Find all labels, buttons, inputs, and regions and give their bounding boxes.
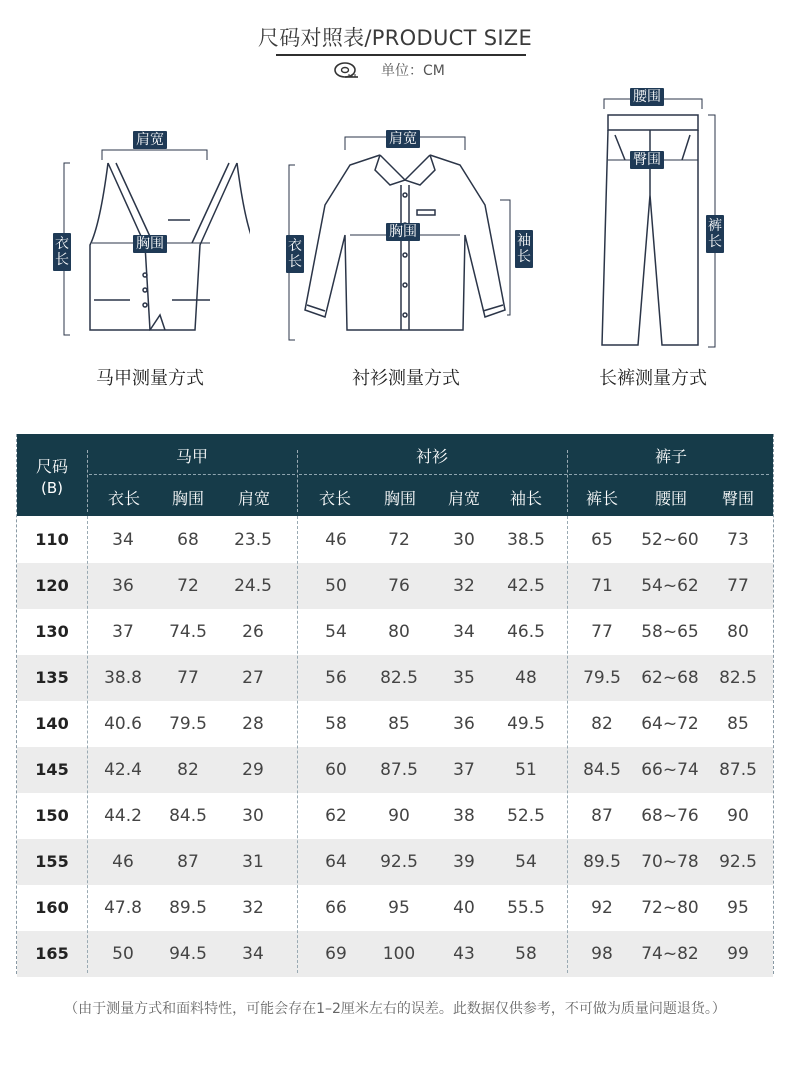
group-shirt: 衬衫	[415, 447, 448, 466]
value-cell: 77	[727, 576, 749, 596]
table-header	[17, 434, 773, 516]
size-cell: 120	[35, 576, 69, 595]
value-cell: 87.5	[380, 760, 418, 780]
value-cell: 32	[453, 576, 475, 596]
value-cell: 26	[242, 622, 264, 642]
value-cell: 62	[325, 806, 347, 826]
value-cell: 32	[242, 898, 264, 918]
value-cell: 84.5	[583, 760, 621, 780]
size-cell: 150	[35, 806, 69, 825]
vest-shoulder-label: 肩宽	[133, 131, 167, 149]
value-cell: 49.5	[507, 714, 545, 734]
group-pants: 裤子	[654, 447, 687, 466]
value-cell: 50	[112, 944, 134, 964]
value-cell: 74~82	[641, 944, 699, 964]
value-cell: 76	[388, 576, 410, 596]
value-cell: 38	[453, 806, 475, 826]
value-cell: 54	[515, 852, 537, 872]
value-cell: 24.5	[234, 576, 272, 596]
col-shirt-shoulder: 肩宽	[447, 489, 480, 508]
value-cell: 54	[325, 622, 347, 642]
value-cell: 38.8	[104, 668, 142, 688]
value-cell: 77	[177, 668, 199, 688]
value-cell: 60	[325, 760, 347, 780]
value-cell: 79.5	[169, 714, 207, 734]
value-cell: 79.5	[583, 668, 621, 688]
shirt-sleeve-label: 袖长	[515, 230, 533, 268]
table-row	[17, 609, 773, 655]
value-cell: 34	[112, 530, 134, 550]
col-pants-length: 裤长	[585, 489, 618, 508]
value-cell: 72	[388, 530, 410, 550]
value-cell: 58	[325, 714, 347, 734]
value-cell: 92.5	[380, 852, 418, 872]
col-shirt-length: 衣长	[318, 489, 351, 508]
value-cell: 73	[727, 530, 749, 550]
value-cell: 50	[325, 576, 347, 596]
group-divider	[89, 474, 295, 475]
col-vest-chest: 胸围	[171, 489, 204, 508]
size-cell: 160	[35, 898, 69, 917]
value-cell: 100	[382, 944, 416, 964]
value-cell: 82.5	[719, 668, 757, 688]
value-cell: 89.5	[583, 852, 621, 872]
shirt-shoulder-label: 肩宽	[386, 130, 420, 148]
value-cell: 46	[325, 530, 347, 550]
value-cell: 92	[591, 898, 613, 918]
size-cell: 135	[35, 668, 69, 687]
value-cell: 72~80	[641, 898, 699, 918]
value-cell: 39	[453, 852, 475, 872]
value-cell: 55.5	[507, 898, 545, 918]
value-cell: 34	[453, 622, 475, 642]
value-cell: 42.5	[507, 576, 545, 596]
table-row	[17, 747, 773, 793]
title-underline	[276, 54, 526, 56]
table-row	[17, 563, 773, 609]
value-cell: 87	[591, 806, 613, 826]
value-cell: 54~62	[641, 576, 699, 596]
value-cell: 30	[242, 806, 264, 826]
pants-caption: 长裤测量方式	[599, 368, 707, 389]
value-cell: 47.8	[104, 898, 142, 918]
value-cell: 87.5	[719, 760, 757, 780]
value-cell: 98	[591, 944, 613, 964]
header-divider	[87, 450, 88, 512]
value-cell: 94.5	[169, 944, 207, 964]
size-cell: 110	[35, 530, 69, 549]
table-row	[17, 839, 773, 885]
col-shirt-chest: 胸围	[383, 489, 416, 508]
value-cell: 44.2	[104, 806, 142, 826]
value-cell: 68~76	[641, 806, 699, 826]
value-cell: 90	[388, 806, 410, 826]
value-cell: 66~74	[641, 760, 699, 780]
value-cell: 51	[515, 760, 537, 780]
size-unit: (B)	[41, 479, 63, 497]
size-cell: 155	[35, 852, 69, 871]
value-cell: 43	[453, 944, 475, 964]
value-cell: 46	[112, 852, 134, 872]
value-cell: 46.5	[507, 622, 545, 642]
shirt-chest-label: 胸围	[386, 223, 420, 241]
col-pants-hip: 臀围	[721, 489, 754, 508]
col-vest-shoulder: 肩宽	[237, 489, 270, 508]
column-divider	[297, 516, 298, 973]
value-cell: 30	[453, 530, 475, 550]
value-cell: 80	[727, 622, 749, 642]
value-cell: 28	[242, 714, 264, 734]
shirt-length-label: 衣长	[286, 235, 304, 273]
table-row	[17, 885, 773, 931]
value-cell: 82	[177, 760, 199, 780]
value-cell: 62~68	[641, 668, 699, 688]
value-cell: 95	[388, 898, 410, 918]
footnote: （由于测量方式和面料特性，可能会存在1–2厘米左右的误差。此数据仅供参考，不可做为质量问题退货。）	[64, 1001, 726, 1017]
table-row	[17, 793, 773, 839]
value-cell: 48	[515, 668, 537, 688]
value-cell: 36	[112, 576, 134, 596]
table-row	[17, 517, 773, 563]
value-cell: 80	[388, 622, 410, 642]
group-vest: 马甲	[175, 447, 208, 466]
value-cell: 58	[515, 944, 537, 964]
value-cell: 71	[591, 576, 613, 596]
value-cell: 52.5	[507, 806, 545, 826]
vest-figure	[50, 125, 250, 355]
value-cell: 65	[591, 530, 613, 550]
size-cell: 130	[35, 622, 69, 641]
value-cell: 82	[591, 714, 613, 734]
value-cell: 23.5	[234, 530, 272, 550]
size-header: 尺码	[35, 457, 68, 476]
value-cell: 69	[325, 944, 347, 964]
value-cell: 42.4	[104, 760, 142, 780]
header-divider	[297, 450, 298, 512]
value-cell: 40	[453, 898, 475, 918]
value-cell: 64~72	[641, 714, 699, 734]
value-cell: 52~60	[641, 530, 699, 550]
value-cell: 89.5	[169, 898, 207, 918]
value-cell: 74.5	[169, 622, 207, 642]
table-row	[17, 701, 773, 747]
vest-chest-label: 胸围	[133, 235, 167, 253]
value-cell: 35	[453, 668, 475, 688]
value-cell: 70~78	[641, 852, 699, 872]
col-vest-length: 衣长	[107, 489, 140, 508]
size-cell: 165	[35, 944, 69, 963]
size-table	[16, 434, 774, 974]
pants-figure	[590, 85, 740, 355]
value-cell: 77	[591, 622, 613, 642]
value-cell: 29	[242, 760, 264, 780]
pants-hip-label: 臀围	[630, 151, 664, 169]
pants-waist-label: 腰围	[630, 88, 664, 106]
value-cell: 56	[325, 668, 347, 688]
value-cell: 34	[242, 944, 264, 964]
value-cell: 68	[177, 530, 199, 550]
value-cell: 85	[727, 714, 749, 734]
value-cell: 99	[727, 944, 749, 964]
value-cell: 38.5	[507, 530, 545, 550]
pants-length-label: 裤长	[706, 215, 724, 253]
col-shirt-sleeve: 袖长	[509, 489, 542, 508]
value-cell: 37	[453, 760, 475, 780]
value-cell: 31	[242, 852, 264, 872]
value-cell: 40.6	[104, 714, 142, 734]
page-title: 尺码对照表/PRODUCT SIZE	[257, 26, 533, 50]
value-cell: 92.5	[719, 852, 757, 872]
vest-caption: 马甲测量方式	[96, 368, 204, 389]
group-divider	[569, 474, 769, 475]
col-pants-waist: 腰围	[654, 489, 687, 508]
vest-length-label: 衣长	[53, 233, 71, 271]
value-cell: 85	[388, 714, 410, 734]
value-cell: 82.5	[380, 668, 418, 688]
table-row	[17, 655, 773, 701]
unit-row	[333, 60, 445, 80]
shirt-figure	[285, 125, 531, 355]
value-cell: 27	[242, 668, 264, 688]
value-cell: 90	[727, 806, 749, 826]
measuring-tape-icon	[333, 61, 359, 79]
value-cell: 87	[177, 852, 199, 872]
value-cell: 37	[112, 622, 134, 642]
shirt-caption: 衬衫测量方式	[352, 368, 460, 389]
value-cell: 66	[325, 898, 347, 918]
table-row	[17, 931, 773, 977]
header-divider	[567, 450, 568, 512]
size-cell: 140	[35, 714, 69, 733]
column-divider	[87, 516, 88, 973]
value-cell: 36	[453, 714, 475, 734]
unit-label: 单位：CM	[381, 63, 445, 79]
group-divider	[299, 474, 567, 475]
value-cell: 95	[727, 898, 749, 918]
value-cell: 58~65	[641, 622, 699, 642]
value-cell: 72	[177, 576, 199, 596]
value-cell: 64	[325, 852, 347, 872]
size-cell: 145	[35, 760, 69, 779]
column-divider	[567, 516, 568, 973]
value-cell: 84.5	[169, 806, 207, 826]
